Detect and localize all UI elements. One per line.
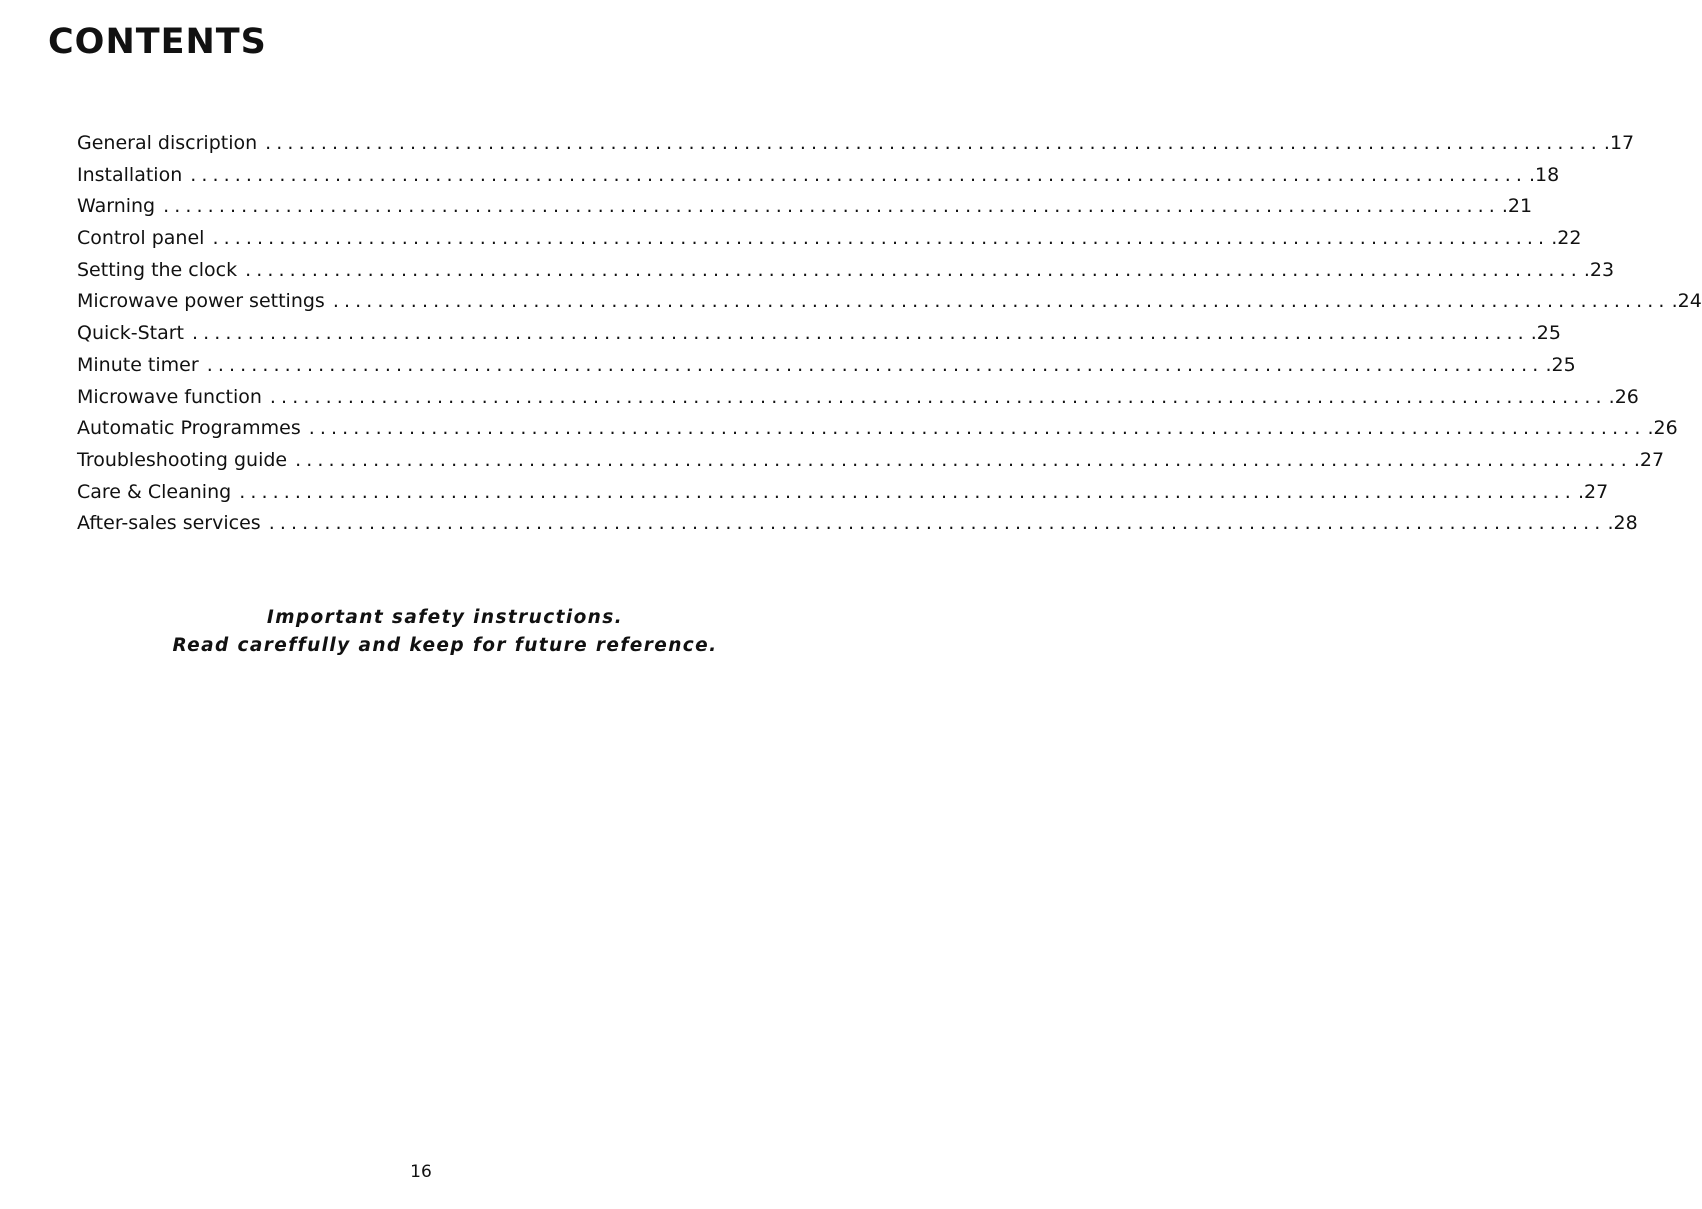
toc-entry-label: Installation — [77, 163, 183, 186]
toc-entry — [77, 258, 1615, 291]
toc-entry — [77, 163, 1560, 196]
toc-entry-label: General discription — [77, 132, 258, 154]
toc-entry-page: .26 — [1608, 385, 1639, 408]
toc-entry-label: Care & Cleaning — [77, 480, 232, 503]
table-of-contents — [77, 132, 1702, 544]
toc-leader-dots: ........................................................................................................................ — [163, 195, 1500, 218]
toc-entry-label: Troubleshooting guide — [77, 448, 288, 471]
toc-leader-dots: ........................................................................................................................ — [265, 132, 1602, 154]
toc-entry — [77, 132, 1635, 164]
toc-entry-label: Minute timer — [77, 353, 199, 376]
toc-entry-label: After-sales services — [77, 512, 261, 535]
toc-entry — [77, 417, 1678, 449]
toc-leader-dots: ........................................................................................................................ — [332, 290, 1670, 313]
toc-entry-page: .21 — [1501, 195, 1533, 218]
toc-entry — [77, 512, 1638, 544]
toc-entry-page: .28 — [1607, 512, 1638, 535]
toc-entry-page: .22 — [1551, 227, 1582, 250]
toc-entry-page: .18 — [1528, 163, 1560, 186]
toc-leader-dots: ........................................................................................................................ — [245, 258, 1582, 281]
toc-entry-page: .26 — [1647, 417, 1678, 440]
toc-leader-dots: ........................................................................................................................ — [212, 227, 1550, 250]
toc-entry-page: .27 — [1577, 480, 1609, 503]
toc-entry-page: .23 — [1583, 258, 1615, 281]
toc-leader-dots: ........................................................................................................................ — [206, 353, 1544, 376]
safety-notice — [0, 604, 808, 660]
toc-entry-label: Setting the clock — [77, 258, 238, 281]
toc-leader-dots: ........................................................................................................................ — [192, 322, 1529, 345]
safety-notice-line-2: Read careffully and keep for future reference. — [172, 635, 718, 656]
safety-notice-line-1: Important safety instructions. — [266, 607, 624, 628]
toc-entry-label: Automatic Programmes — [77, 417, 301, 440]
toc-entry-label: Microwave power settings — [77, 290, 325, 313]
toc-entry-label: Quick-Start — [77, 322, 184, 345]
toc-entry-label: Warning — [77, 195, 156, 218]
toc-entry — [77, 385, 1639, 418]
toc-entry — [77, 353, 1576, 386]
toc-entry-label: Control panel — [77, 227, 205, 250]
toc-leader-dots: ........................................................................................................................ — [190, 163, 1527, 186]
toc-entry-page: .25 — [1530, 322, 1561, 345]
toc-entry-label: Microwave function — [77, 385, 262, 408]
toc-entry — [77, 480, 1609, 513]
toc-entry — [77, 195, 1533, 227]
toc-entry — [77, 448, 1665, 481]
toc-leader-dots: ........................................................................................................................ — [239, 480, 1576, 503]
toc-leader-dots: ........................................................................................................................ — [308, 417, 1646, 440]
toc-entry-page: .27 — [1633, 448, 1665, 471]
toc-entry — [77, 227, 1582, 259]
toc-entry-page: .17 — [1603, 132, 1635, 154]
toc-entry — [77, 290, 1702, 322]
toc-entry — [77, 322, 1561, 354]
toc-leader-dots: ........................................................................................................................ — [269, 385, 1607, 408]
toc-entry-page: .25 — [1545, 353, 1576, 376]
page-title: CONTENTS — [48, 22, 267, 62]
toc-leader-dots: ........................................................................................................................ — [268, 512, 1606, 535]
toc-entry-page: .24 — [1671, 290, 1702, 313]
toc-leader-dots: ........................................................................................................................ — [295, 448, 1632, 471]
page-number: 16 — [410, 1162, 432, 1182]
